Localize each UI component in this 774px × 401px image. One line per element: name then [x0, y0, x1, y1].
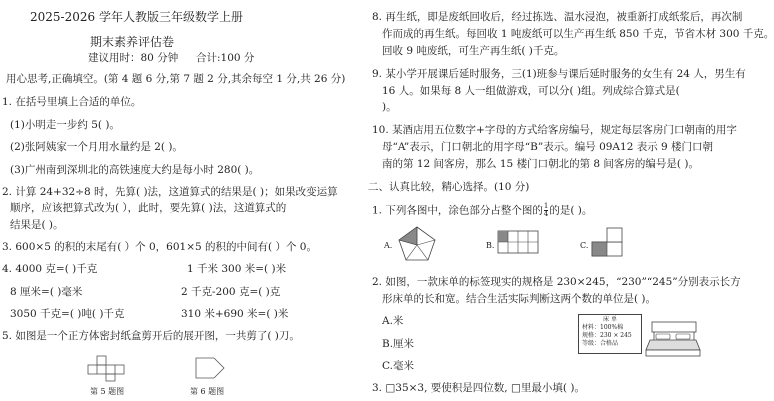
question-4-r3-c2: 310 米+690 米=( )米	[181, 308, 289, 320]
figure-6-caption: 第 6 题图	[190, 387, 225, 396]
fraction-numerator: 1	[543, 202, 549, 210]
figure-5-caption: 第 5 题图	[90, 387, 125, 396]
option-b-centimeter: B.厘米	[382, 338, 415, 350]
question-1-text-after: 的是( )。	[549, 204, 593, 217]
exam-subtitle: 期末素养评估卷	[90, 35, 175, 49]
question-10-line-1: 10. 某酒店用五位数字+字母的方式给客房编号，规定每层客房门口朝南的用字	[372, 124, 737, 136]
bedsheet-label-spec: 规格：230 × 245	[582, 332, 632, 339]
cube-net-figure	[88, 356, 128, 382]
question-1-item-3: (3)广州南到深圳北的高铁速度大约是每小时 280( )。	[10, 164, 260, 176]
question-3: 3. 600×5 的积的末尾有( ）个 0，601×5 的积的中间有( ）个 0。	[2, 241, 317, 253]
score-label: 合计:100 分	[196, 52, 255, 64]
question-4-r2-c2: 2 千克-200 克=( )克	[181, 286, 281, 298]
section-2-question-1	[372, 203, 592, 218]
question-9-line-1: 9. 某小学开展课后延时服务，三(1)班参与课后延时服务的女生有 24 人，男生有	[372, 68, 746, 80]
question-8-line-3: 回收 9 吨废纸，可生产再生纸( )千克。	[382, 45, 565, 57]
section-2-heading: 二、认真比较，精心选择。(10 分)	[368, 181, 530, 193]
question-1-item-1: (1)小明走一步约 5( )。	[10, 119, 120, 131]
question-1-item-2: (2)张阿姨家一个月用水量约是 2( )。	[10, 141, 183, 153]
time-label: 建议用时：80 分钟	[88, 52, 179, 64]
question-4-r1-c1: 4. 4000 克=( )千克	[2, 263, 98, 275]
option-c-label: C.	[580, 241, 589, 250]
question-2-line-2: 顺序，应该把算式改为( ），此时，要先算( )法，这道算式的	[10, 202, 287, 214]
question-4-r3-c1: 3050 千克=( )吨( )千克	[10, 308, 125, 320]
question-1-text-before: 1. 下列各图中，涂色部分占整个图的	[372, 204, 543, 217]
option-a-pentagon-figure	[398, 226, 436, 262]
question-9-line-3: )。	[382, 101, 397, 113]
question-2-line-3: 结果是( )。	[10, 219, 64, 231]
question-9-line-2: 16 人。如果每 8 人一组做游戏，可以分( )组。列成综合算式是(	[382, 85, 680, 97]
section-2-question-3: 3. □35×3, 要使积是四位数, □里最小填( )。	[372, 382, 585, 394]
option-b-label: B.	[486, 241, 495, 250]
fraction-denominator: 4	[543, 210, 549, 218]
section-2-question-2-line-1: 2. 如图，一款床单的标签现实的规格是 230×245，“230”“245”分别表示长方	[372, 276, 741, 288]
bedsheet-label-grade: 等级：合格品	[582, 340, 619, 347]
option-c-shape-figure	[592, 228, 624, 258]
option-a-label: A.	[384, 241, 393, 250]
question-8-line-2: 作而成的再生纸。每回收 1 吨废纸可以生产再生纸 850 千克，节省木材 300 千克。	[382, 28, 774, 40]
bedsheet-label-title: 床 单	[603, 316, 617, 323]
question-10-line-3: 南的第 12 间客房，那么 15 楼门口朝北的第 8 间客房的编号是( )。	[382, 158, 699, 170]
question-8-line-1: 8. 再生纸，即是废纸回收后，经过拣选、温水浸泡，被重新打成纸浆后，再次制	[372, 11, 743, 23]
option-b-grid-figure	[498, 231, 538, 253]
pentagon-figure	[196, 358, 226, 380]
question-4-r1-c2: 1 千米 300 米=( )米	[187, 263, 287, 275]
exam-title: 2025-2026 学年人教版三年级数学上册	[30, 10, 243, 24]
bedsheet-label-card	[578, 314, 642, 354]
bedsheet-label-material: 材料：100%棉	[582, 324, 624, 331]
question-10-line-2: 母“A”表示，门口朝北的用字母“B”表示。编号 09A12 表示 9 楼门口朝	[382, 141, 714, 153]
section1-intro: 用心思考,正确填空。(第 4 题 6 分,第 7 题 2 分,其余每空 1 分,共 26 分)	[6, 73, 346, 85]
section-2-question-2-line-2: 形床单的长和宽。结合生活实际判断这两个数的单位是( )。	[382, 293, 657, 305]
question-2-line-1: 2. 计算 24+32÷8 时，先算( )法，这道算式的结果是( )；如果改变运算	[2, 186, 338, 198]
fraction	[544, 203, 548, 218]
question-1: 1. 在括号里填上合适的单位。	[2, 96, 142, 108]
option-c-millimeter: C.毫米	[382, 360, 414, 372]
option-a-meter: A.米	[382, 315, 404, 327]
question-5: 5. 如图是一个正方体密封纸盒剪开后的展开图，一共剪了( )刀。	[2, 330, 300, 342]
bed-illustration	[646, 322, 702, 362]
question-4-r2-c1: 8 厘米=( )毫米	[10, 286, 83, 298]
